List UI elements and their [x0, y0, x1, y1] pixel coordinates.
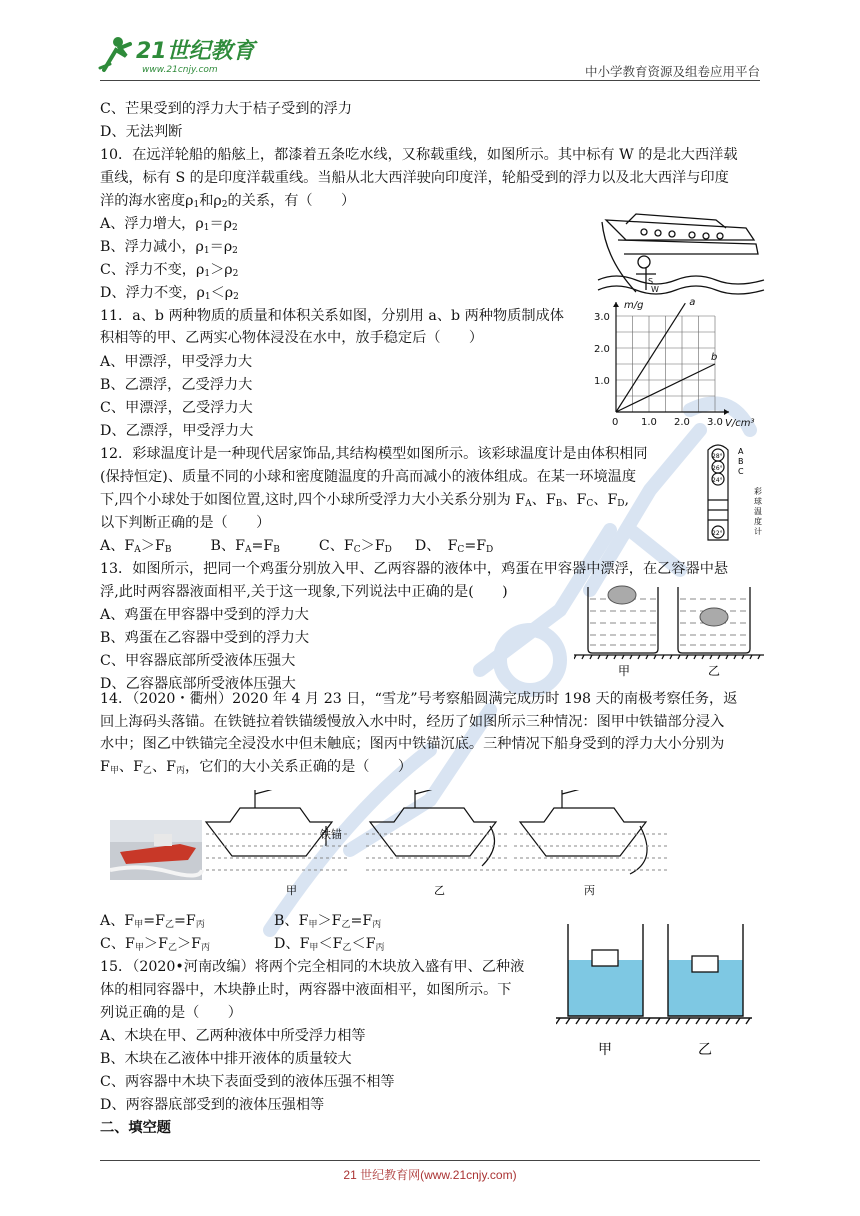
q10-option-d: D、浮力不变，$\rho_1<\rho_2$ [100, 285, 239, 302]
svg-text:球: 球 [754, 497, 762, 506]
y-axis-label: m/g [624, 300, 644, 311]
svg-text:S: S [648, 277, 654, 286]
svg-text:温: 温 [754, 507, 762, 516]
site-logo [96, 30, 266, 80]
q10-stem-line1: 10．在远洋轮船的船舷上，都漆着五条吃水线，又称载重线，如图所示。其中标有 W 的是北大西洋载 [100, 147, 738, 163]
x-axis-arrow [724, 409, 729, 415]
q12-option-c: C、$F_C>F_D$ [318, 538, 392, 555]
q15-stem-line1: 15．（2020•河南改编）将两个完全相同的木块放入盛有甲、乙种液 [100, 959, 525, 975]
q13-option-b: B、鸡蛋在乙容器中受到的浮力大 [100, 630, 310, 646]
svg-text:22°: 22° [712, 530, 723, 537]
header-rule [100, 80, 760, 81]
q11-option-b: B、乙漂浮，乙受浮力大 [100, 377, 253, 393]
x-tick-label: 1.0 [641, 417, 657, 428]
svg-text:C: C [738, 467, 744, 476]
galileo-thermometer-figure [700, 440, 770, 548]
y-tick-label: 1.0 [594, 376, 610, 387]
q14-stem: 14．（2020・衢州）2020 年 4 月 23 日，“雪龙”号考察船圆满完成历时 198 天的南极考察任务，返 回上海码头落锚。在铁链拉着铁锚缓慢放入水中时，经历了如图所示三种情况：图甲中铁锚部分浸入 水中；图乙中铁锚完全浸没水中但未触底；图丙中铁锚沉底。三种情况下船身受到的浮力大小分别为 $F_甲$、$F_乙$、$F_丙$，它们的大小关系正确的是（ ） [100, 691, 738, 776]
wood-block-containers-figure [556, 922, 752, 1062]
q14-option-b: B、$F_甲>F_乙=F_丙$ [274, 913, 382, 930]
svg-text:28°: 28° [712, 453, 723, 460]
svg-text:B: B [738, 457, 744, 466]
svg-text:彩: 彩 [754, 487, 762, 496]
q10-stem-line3: 洋的海水密度$\rho_1$和$\rho_2$的关系，有（ ） [100, 193, 356, 210]
platform-name: 中小学教育资源及组卷应用平台 [584, 64, 760, 79]
x-tick-label: 3.0 [707, 417, 723, 428]
egg-containers-figure [574, 583, 764, 683]
q15-stem-line2: 体的相同容器中，木块静止时，两容器中液面相平，如图所示。下 [100, 982, 512, 998]
svg-text:乙: 乙 [434, 884, 445, 897]
q15-option-b: B、木块在乙液体中排开液体的质量较大 [100, 1051, 352, 1067]
mass-volume-chart [592, 296, 764, 430]
q9-option-c: C、芒果受到的浮力大于桔子受到的浮力 [100, 101, 353, 117]
q15-option-a: A、木块在甲、乙两种液体中所受浮力相等 [100, 1028, 366, 1044]
q11-option-d: D、乙漂浮，甲受浮力大 [100, 423, 254, 439]
q10-option-a: A、浮力增大，$\rho_1=\rho_2$ [100, 216, 238, 233]
series-label-b: b [711, 352, 718, 363]
q11-option-a: A、甲漂浮，甲受浮力大 [100, 354, 253, 370]
q12-stem-line3: 下,四个小球处于如图位置,这时,四个小球所受浮力大小关系分别为 $F_A$、$F_B$、$F_C$、$F_D$, [100, 492, 630, 509]
q10-stem-line2: 重线，标有 S 的是印度洋载重线。当船从北大西洋驶向印度洋，轮船受到的浮力以及北大西洋与印度 [100, 170, 729, 186]
footer-rule [100, 1160, 760, 1161]
q11-option-c: C、甲漂浮，乙受浮力大 [100, 400, 253, 416]
page-footer: 21 世纪教育网(www.21cnjy.com) [343, 1168, 517, 1182]
y-tick-label: 3.0 [594, 312, 610, 323]
q12-option-a: A、$F_A>F_B$ [100, 538, 172, 555]
q13-option-d: D、乙容器底部所受液体压强大 [100, 676, 296, 692]
q12-option-d: D、 $F_C=F_D$ [414, 538, 494, 555]
svg-text:24°: 24° [712, 477, 723, 484]
q13-stem-line2: 浮,此时两容器液面相平,关于这一现象,下列说法中正确的是( ) [100, 584, 508, 600]
q12-option-b: B、$F_A=F_B$ [210, 538, 280, 555]
q10-option-c: C、浮力不变，$\rho_1>\rho_2$ [100, 262, 239, 279]
svg-text:乙: 乙 [698, 1042, 712, 1058]
q11-stem: 11．a、b 两种物质的质量和体积关系如图，分别用 a、b 两种物质制成体 积相等的甲、乙两实心物体浸没在水中，放手稳定后（ ） [100, 308, 564, 346]
svg-text:甲: 甲 [618, 664, 631, 678]
svg-text:计: 计 [754, 527, 762, 536]
series-label-a: a [689, 297, 696, 309]
x-tick-label: 2.0 [674, 417, 690, 428]
q14-option-d: D、$F_甲<F_乙<F_丙$ [274, 936, 385, 953]
svg-text:www.21cnjy.com: www.21cnjy.com [142, 65, 218, 75]
svg-text:21世纪教育: 21世纪教育 [136, 39, 255, 64]
q14-option-a: A、$F_甲=F_乙=F_丙$ [100, 913, 205, 930]
svg-text:甲: 甲 [598, 1042, 612, 1058]
q13-stem-line1: 13．如图所示，把同一个鸡蛋分别放入甲、乙两容器的液体中，鸡蛋在甲容器中漂浮，在乙容器中悬 [100, 561, 729, 577]
q14-option-c: C、$F_甲>F_乙>F_丙$ [100, 936, 211, 953]
q15-option-c: C、两容器中木块下表面受到的液体压强不相等 [100, 1074, 395, 1090]
svg-text:A: A [738, 447, 744, 456]
svg-text:甲: 甲 [286, 884, 297, 897]
svg-text:铁锚: 铁锚 [320, 828, 342, 841]
q12-stem-line4: 以下判断正确的是（ ） [100, 515, 271, 531]
x-tick-label: 0 [612, 417, 619, 428]
y-tick-label: 2.0 [594, 344, 610, 355]
q15-option-d: D、两容器底部受到的液体压强相等 [100, 1097, 325, 1113]
q10-option-b: B、浮力减小，$\rho_1=\rho_2$ [100, 239, 238, 256]
anchor-ship-figure [110, 790, 760, 900]
y-axis-arrow [613, 302, 619, 307]
q15-stem-line3: 列说正确的是（ ） [100, 1005, 242, 1021]
svg-text:丙: 丙 [584, 884, 595, 897]
svg-text:W: W [651, 285, 659, 294]
svg-text:乙: 乙 [708, 664, 721, 678]
svg-text:度: 度 [754, 517, 762, 526]
section-heading: 二、填空题 [100, 1120, 171, 1136]
q13-option-a: A、鸡蛋在甲容器中受到的浮力大 [100, 607, 309, 623]
q12-stem-line1: 12．彩球温度计是一种现代居家饰品,其结构模型如图所示。该彩球温度计是由体积相同 [100, 446, 648, 462]
q9-option-d: D、无法判断 [100, 124, 183, 140]
ship-loadline-figure [596, 210, 766, 298]
svg-text:26°: 26° [712, 465, 723, 472]
q12-stem-line2: (保持恒定)、质量不同的小球和密度随温度的升高而减小的液体组成。在某一环境温度 [100, 469, 637, 485]
q13-option-c: C、甲容器底部所受液体压强大 [100, 653, 296, 669]
x-axis-label: V/cm³ [725, 418, 755, 429]
